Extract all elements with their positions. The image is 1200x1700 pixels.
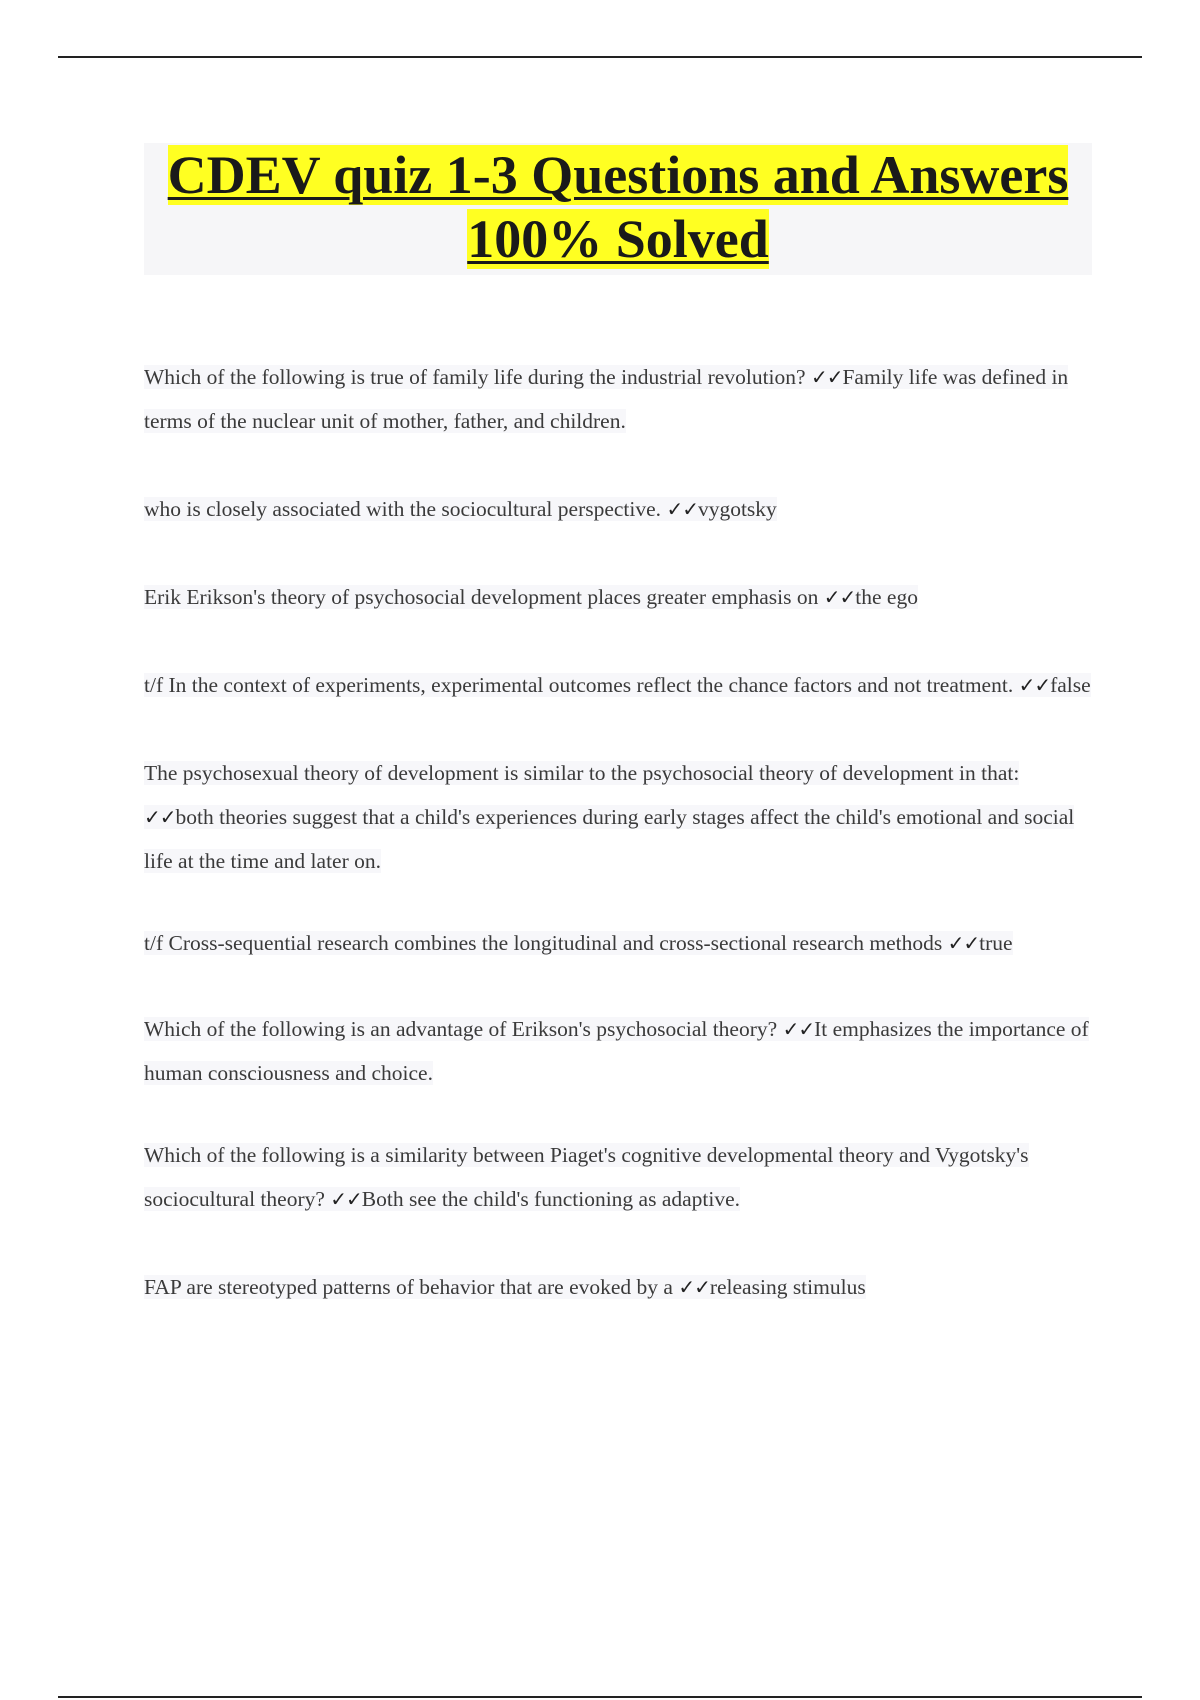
qa-item [144, 487, 1094, 531]
question-text: Which of the following is an advantage of Erikson's psychosocial theory? [144, 1017, 778, 1041]
qa-item [144, 751, 1094, 883]
top-rule [58, 56, 1142, 58]
check-mark-icon: ✓✓ [810, 365, 843, 389]
answer-text: Both see the child's functioning as adaptive. [361, 1187, 741, 1211]
question-text: FAP are stereotyped patterns of behavior that are evoked by a [144, 1275, 673, 1299]
qa-item [144, 1133, 1094, 1221]
question-text: The psychosexual theory of development is similar to the psychosocial theory of development in that: [144, 761, 1020, 785]
check-mark-icon: ✓✓ [823, 585, 856, 609]
answer-text: true [979, 931, 1013, 955]
qa-list [144, 355, 1094, 1309]
question-text: Which of the following is true of family life during the industrial revolution? [144, 365, 806, 389]
answer-text: the ego [855, 585, 918, 609]
answer-text: Family life was defined in terms of the nuclear unit of mother, father, and children. [144, 365, 1069, 433]
question-text: who is closely associated with the sociocultural perspective. [144, 497, 662, 521]
check-mark-icon: ✓✓ [1018, 673, 1051, 697]
bottom-rule [58, 1696, 1142, 1698]
check-mark-icon: ✓✓ [330, 1187, 362, 1211]
qa-item [144, 663, 1094, 707]
check-mark-icon: ✓✓ [666, 497, 698, 521]
question-text: Which of the following is a similarity between Piaget's cognitive developmental theory and Vygotsky's sociocultural theory? [144, 1143, 1029, 1211]
qa-item [144, 1007, 1094, 1095]
qa-item [144, 575, 1094, 619]
qa-item [144, 355, 1094, 443]
page-title: CDEV quiz 1-3 Questions and Answers 100% Solved [167, 145, 1069, 269]
check-mark-icon: ✓✓ [144, 805, 176, 829]
answer-text: false [1050, 673, 1091, 697]
check-mark-icon: ✓✓ [947, 931, 980, 955]
answer-text: both theories suggest that a child's experiences during early stages affect the child's emotional and social life at the time and later on. [144, 805, 1075, 873]
qa-item [144, 921, 1094, 965]
question-text: t/f Cross-sequential research combines the longitudinal and cross-sectional research methods [144, 931, 943, 955]
check-mark-icon: ✓✓ [678, 1275, 710, 1299]
answer-text: vygotsky [697, 497, 777, 521]
question-text: Erik Erikson's theory of psychosocial development places greater emphasis on [144, 585, 819, 609]
qa-item [144, 1265, 1094, 1309]
question-text: t/f In the context of experiments, experimental outcomes reflect the chance factors and not treatment. [144, 673, 1014, 697]
answer-text: releasing stimulus [709, 1275, 866, 1299]
answer-text: It emphasizes the importance of human consciousness and choice. [144, 1017, 1089, 1085]
check-mark-icon: ✓✓ [782, 1017, 815, 1041]
title-block [144, 143, 1092, 275]
